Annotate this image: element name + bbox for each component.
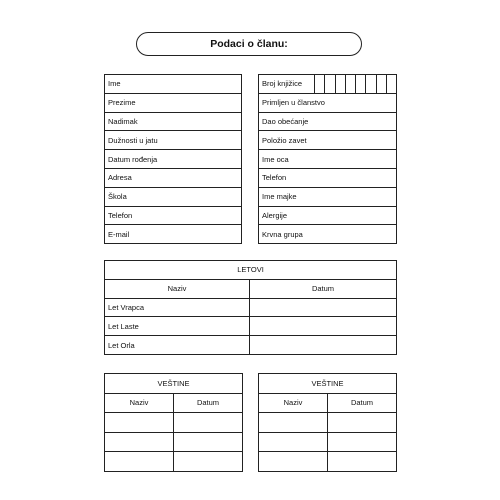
card-number-box[interactable] (315, 75, 325, 94)
table-row (105, 261, 397, 280)
field-first-name[interactable]: Ime (105, 75, 242, 94)
table-row (259, 168, 397, 187)
field-phone[interactable]: Telefon (105, 206, 242, 225)
table-row (105, 393, 243, 413)
card-number-box[interactable] (366, 75, 376, 94)
skills-table-left (104, 373, 243, 472)
field-promise[interactable]: Dao obećanje (259, 112, 397, 131)
field-duties[interactable]: Dužnosti u jatu (105, 131, 242, 150)
flight-date-cell[interactable] (250, 336, 397, 355)
table-row (105, 112, 242, 131)
table-row (105, 413, 243, 433)
skill-date-cell[interactable] (328, 413, 397, 433)
page-title: Podaci o članu: (136, 32, 362, 56)
column-header-name: Naziv (105, 279, 250, 298)
flight-name: Let Laste (105, 317, 250, 336)
card-number-box[interactable] (345, 75, 355, 94)
table-row (259, 187, 397, 206)
skills-title: VEŠTINE (259, 374, 397, 394)
skill-date-cell[interactable] (328, 432, 397, 452)
skill-name-cell[interactable] (105, 452, 174, 472)
flights-table (104, 260, 397, 355)
skill-name-cell[interactable] (259, 452, 328, 472)
table-row (259, 150, 397, 169)
table-row (105, 336, 397, 355)
column-header-name: Naziv (259, 393, 328, 413)
table-row (105, 452, 243, 472)
field-vow[interactable]: Položio zavet (259, 131, 397, 150)
table-row (259, 112, 397, 131)
card-number-box[interactable] (376, 75, 386, 94)
table-row (105, 432, 243, 452)
table-row (105, 298, 397, 317)
table-row (259, 452, 397, 472)
skill-name-cell[interactable] (259, 432, 328, 452)
table-row (105, 317, 397, 336)
table-row (105, 75, 242, 94)
skills-table-right (258, 373, 397, 472)
field-membership-date[interactable]: Primljen u članstvo (259, 93, 397, 112)
card-number-box[interactable] (386, 75, 396, 94)
column-header-date: Datum (328, 393, 397, 413)
field-father-name[interactable]: Ime oca (259, 150, 397, 169)
table-row (105, 374, 243, 394)
column-header-name: Naziv (105, 393, 174, 413)
card-number-box[interactable] (325, 75, 335, 94)
column-header-date: Datum (174, 393, 243, 413)
table-row (259, 93, 397, 112)
skill-name-cell[interactable] (105, 432, 174, 452)
skill-name-cell[interactable] (259, 413, 328, 433)
skill-date-cell[interactable] (174, 413, 243, 433)
field-birth-date[interactable]: Datum rođenja (105, 150, 242, 169)
table-row (259, 374, 397, 394)
field-father-phone[interactable]: Telefon (259, 168, 397, 187)
flight-date-cell[interactable] (250, 317, 397, 336)
table-row (105, 131, 242, 150)
field-mother-name[interactable]: Ime majke (259, 187, 397, 206)
member-info-table-left (104, 74, 242, 244)
skill-date-cell[interactable] (328, 452, 397, 472)
table-row (105, 279, 397, 298)
field-last-name[interactable]: Prezime (105, 93, 242, 112)
field-address[interactable]: Adresa (105, 168, 242, 187)
flight-name: Let Vrapca (105, 298, 250, 317)
field-blood-type[interactable]: Krvna grupa (259, 225, 397, 244)
field-school[interactable]: Škola (105, 187, 242, 206)
flights-title: LETOVI (105, 261, 397, 280)
field-card-number: Broj knjižice (259, 75, 315, 94)
table-row (259, 131, 397, 150)
skill-date-cell[interactable] (174, 432, 243, 452)
skills-title: VEŠTINE (105, 374, 243, 394)
table-row (105, 187, 242, 206)
card-number-box[interactable] (356, 75, 366, 94)
table-row (105, 93, 242, 112)
member-info-table-right (258, 74, 397, 244)
flight-name: Let Orla (105, 336, 250, 355)
card-number-box[interactable] (335, 75, 345, 94)
skill-date-cell[interactable] (174, 452, 243, 472)
column-header-date: Datum (250, 279, 397, 298)
field-nickname[interactable]: Nadimak (105, 112, 242, 131)
table-row (259, 432, 397, 452)
table-row (105, 150, 242, 169)
table-row (259, 393, 397, 413)
table-row (105, 206, 242, 225)
table-row (105, 168, 242, 187)
skill-name-cell[interactable] (105, 413, 174, 433)
field-email[interactable]: E-mail (105, 225, 242, 244)
table-row (259, 75, 397, 94)
flight-date-cell[interactable] (250, 298, 397, 317)
table-row (105, 225, 242, 244)
field-allergies[interactable]: Alergije (259, 206, 397, 225)
table-row (259, 413, 397, 433)
table-row (259, 225, 397, 244)
table-row (259, 206, 397, 225)
